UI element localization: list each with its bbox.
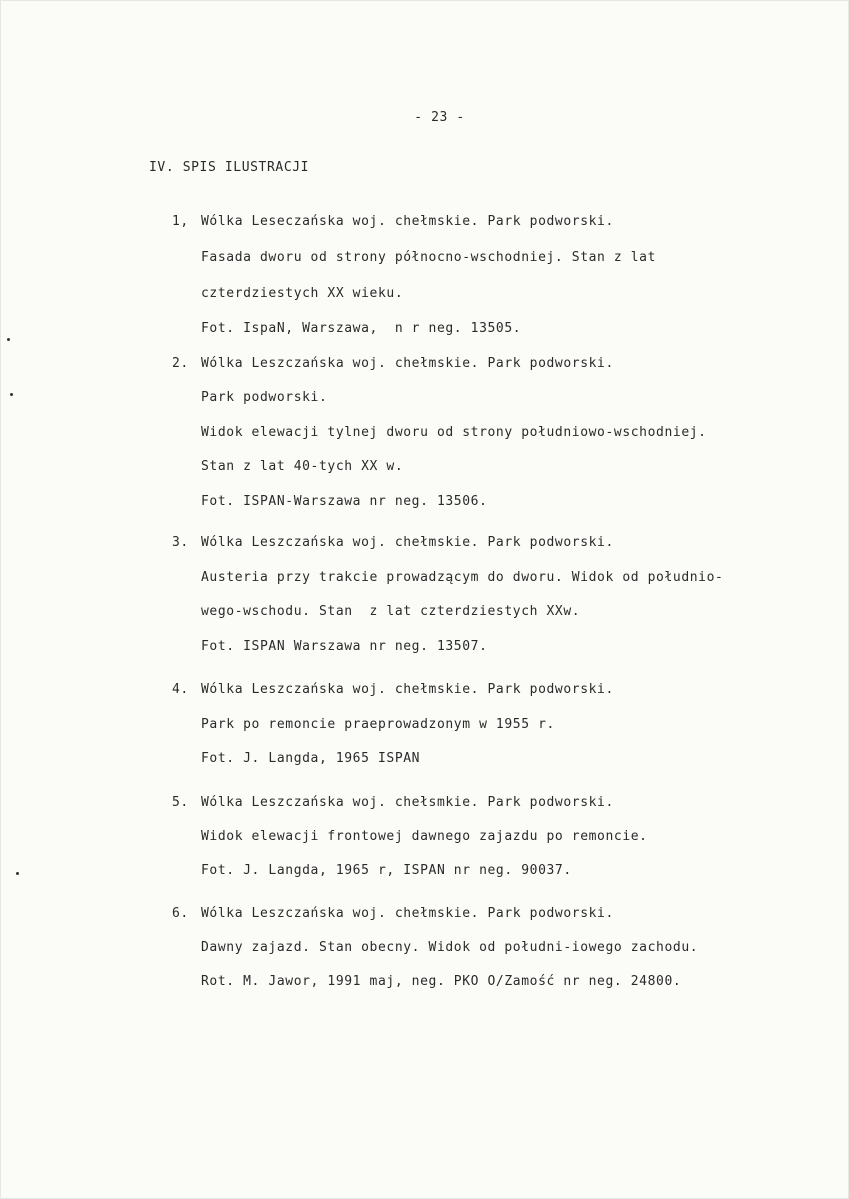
entry-line: Fasada dworu od strony północno-wschodniej. Stan z lat bbox=[201, 250, 657, 265]
scan-mark-dot bbox=[7, 338, 10, 341]
entry-line: Widok elewacji frontowej dawnego zajazdu po remoncie. bbox=[201, 829, 648, 844]
entry-number: 1, bbox=[172, 214, 189, 229]
entry-line: Park podworski. bbox=[201, 390, 328, 405]
entry-number: 4. bbox=[172, 682, 189, 697]
entry-number: 3. bbox=[172, 535, 189, 550]
entry-line: Widok elewacji tylnej dworu od strony południowo-wschodniej. bbox=[201, 425, 707, 440]
entry-line: czterdziestych XX wieku. bbox=[201, 286, 404, 301]
entry-line: Fot. ISPAN Warszawa nr neg. 13507. bbox=[201, 639, 488, 654]
section-heading: IV. SPIS ILUSTRACJI bbox=[149, 160, 310, 175]
entry-line: Rot. M. Jawor, 1991 maj, neg. PKO O/Zamość nr neg. 24800. bbox=[201, 974, 682, 989]
entry-number: 5. bbox=[172, 795, 189, 810]
entry-line: Wólka Leszczańska woj. chełmskie. Park podworski. bbox=[201, 535, 614, 550]
entry-line: Dawny zajazd. Stan obecny. Widok od południ-iowego zachodu. bbox=[201, 940, 699, 955]
entry-line: Wólka Leszczańska woj. chełmskie. Park podworski. bbox=[201, 356, 614, 371]
entry-line: Wólka Leszczańska woj. chełmskie. Park podworski. bbox=[201, 906, 614, 921]
entry-number: 6. bbox=[172, 906, 189, 921]
entry-line: Austeria przy trakcie prowadzącym do dworu. Widok od południo- bbox=[201, 570, 724, 585]
entry-line: Fot. IspaN, Warszawa, n r neg. 13505. bbox=[201, 321, 522, 336]
entry-number: 2. bbox=[172, 356, 189, 371]
entry-line: Stan z lat 40-tych XX w. bbox=[201, 459, 404, 474]
entry-line: Fot. J. Langda, 1965 ISPAN bbox=[201, 751, 421, 766]
entry-line: wego-wschodu. Stan z lat czterdziestych XXw. bbox=[201, 604, 581, 619]
entry-line: Wólka Leszczańska woj. chełsmkie. Park podworski. bbox=[201, 795, 614, 810]
entry-line: Fot. ISPAN-Warszawa nr neg. 13506. bbox=[201, 494, 488, 509]
entry-line: Wólka Leszczańska woj. chełmskie. Park podworski. bbox=[201, 682, 614, 697]
entry-line: Park po remoncie praeprowadzonym w 1955 r. bbox=[201, 717, 555, 732]
page-number: - 23 - bbox=[414, 110, 465, 125]
entry-line: Wólka Leseczańska woj. chełmskie. Park podworski. bbox=[201, 214, 614, 229]
scan-mark-dot bbox=[16, 872, 19, 875]
entry-line: Fot. J. Langda, 1965 r, ISPAN nr neg. 90037. bbox=[201, 863, 572, 878]
scan-mark-dot bbox=[10, 393, 13, 396]
